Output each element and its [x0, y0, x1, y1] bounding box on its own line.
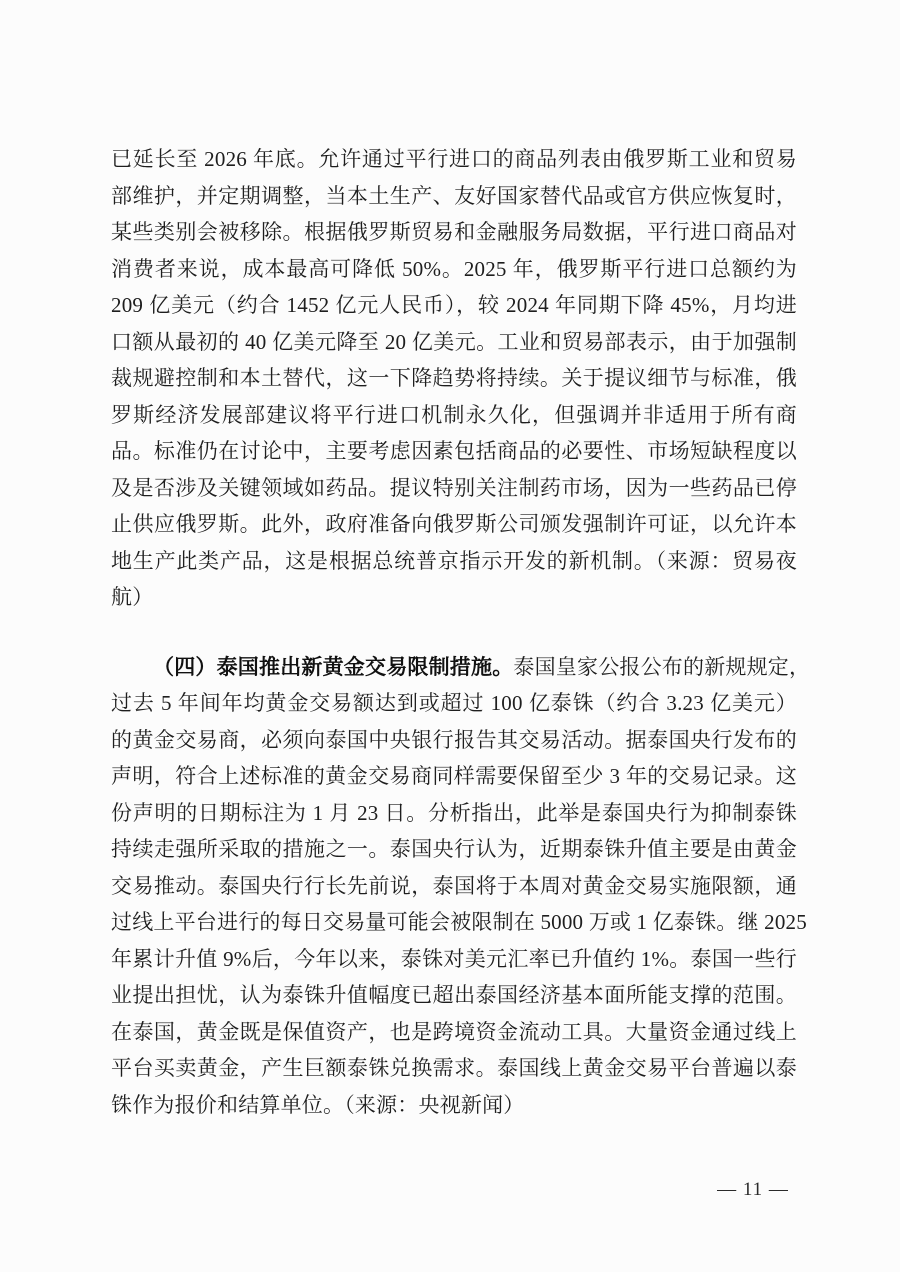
- paragraph-line: 部维护，并定期调整，当本土生产、友好国家替代品或官方供应恢复时，: [111, 183, 797, 208]
- paragraph-line: 口额从最初的 40 亿美元降至 20 亿美元。工业和贸易部表示，由于加强制: [111, 329, 797, 354]
- paragraph-line: 交易推动。泰国央行行长先前说，泰国将于本周对黄金交易实施限额，通: [111, 873, 797, 898]
- document-text-block: [111, 141, 811, 1123]
- paragraph-line: 止供应俄罗斯。此外，政府准备向俄罗斯公司颁发强制许可证，以允许本: [111, 512, 797, 536]
- paragraph-last-line: 航）: [111, 585, 154, 609]
- section-heading: （四）泰国推出新黄金交易限制措施。: [153, 654, 514, 679]
- paragraph-russia-parallel-imports: [111, 141, 797, 616]
- paragraph-line: 过线上平台进行的每日交易量可能会被限制在 5000 万或 1 亿泰铢。继 2025: [111, 910, 807, 934]
- paragraph-line: 及是否涉及关键领域如药品。提议特别关注制药市场，因为一些药品已停: [111, 475, 797, 500]
- paragraph-line: 已延长至 2026 年底。允许通过平行进口的商品列表由俄罗斯工业和贸易: [111, 147, 797, 171]
- paragraph-thailand-gold-rules: [111, 649, 811, 1124]
- paragraph-line: 品。标准仍在讨论中，主要考虑因素包括商品的必要性、市场短缺程度以: [111, 439, 797, 463]
- paragraph-line: 罗斯经济发展部建议将平行进口机制永久化，但强调并非适用于所有商: [111, 402, 797, 427]
- paragraph-line: 过去 5 年间年均黄金交易额达到或超过 100 亿泰铢（约合 3.23 亿美元）: [111, 691, 797, 715]
- paragraph-line: 平台买卖黄金，产生巨额泰铢兑换需求。泰国线上黄金交易平台普遍以泰: [111, 1056, 797, 1080]
- paragraph-line: 年累计升值 9%后，今年以来，泰铢对美元汇率已升值约 1%。泰国一些行: [111, 946, 797, 971]
- paragraph-line: 份声明的日期标注为 1 月 23 日。分析指出，此举是泰国央行为抑制泰铢: [111, 800, 797, 825]
- paragraph-line: 消费者来说，成本最高可降低 50%。2025 年，俄罗斯平行进口总额约为: [111, 256, 797, 281]
- paragraph-line: 业提出担忧，认为泰铢升值幅度已超出泰国经济基本面所能支撑的范围。: [111, 983, 797, 1007]
- paragraph-line: 持续走强所采取的措施之一。泰国央行认为，近期泰铢升值主要是由黄金: [111, 837, 797, 861]
- paragraph-line: 209 亿美元（约合 1452 亿元人民币），较 2024 年同期下降 45%，月均进: [111, 293, 797, 317]
- section-heading-line: [111, 649, 811, 686]
- paragraph-gap: [111, 616, 797, 649]
- paragraph-line: 在泰国，黄金既是保值资产，也是跨境资金流动工具。大量资金通过线上: [111, 1019, 797, 1044]
- paragraph-line: 声明，符合上述标准的黄金交易商同样需要保留至少 3 年的交易记录。这: [111, 764, 797, 788]
- paragraph-line: 的黄金交易商，必须向泰国中央银行报告其交易活动。据泰国央行发布的: [111, 727, 797, 752]
- paragraph-line: 裁规避控制和本土替代，这一下降趋势将持续。关于提议细节与标准，俄: [111, 366, 797, 390]
- heading-continuation-text: 泰国皇家公报公布的新规规定，: [513, 654, 811, 679]
- page-number: — 11 —: [717, 1179, 789, 1200]
- paragraph-last-line: 铢作为报价和结算单位。（来源：央视新闻）: [111, 1092, 525, 1117]
- paragraph-line: 地生产此类产品，这是根据总统普京指示开发的新机制。（来源：贸易夜: [111, 548, 797, 573]
- paragraph-line: 某些类别会被移除。根据俄罗斯贸易和金融服务局数据，平行进口商品对: [111, 220, 797, 244]
